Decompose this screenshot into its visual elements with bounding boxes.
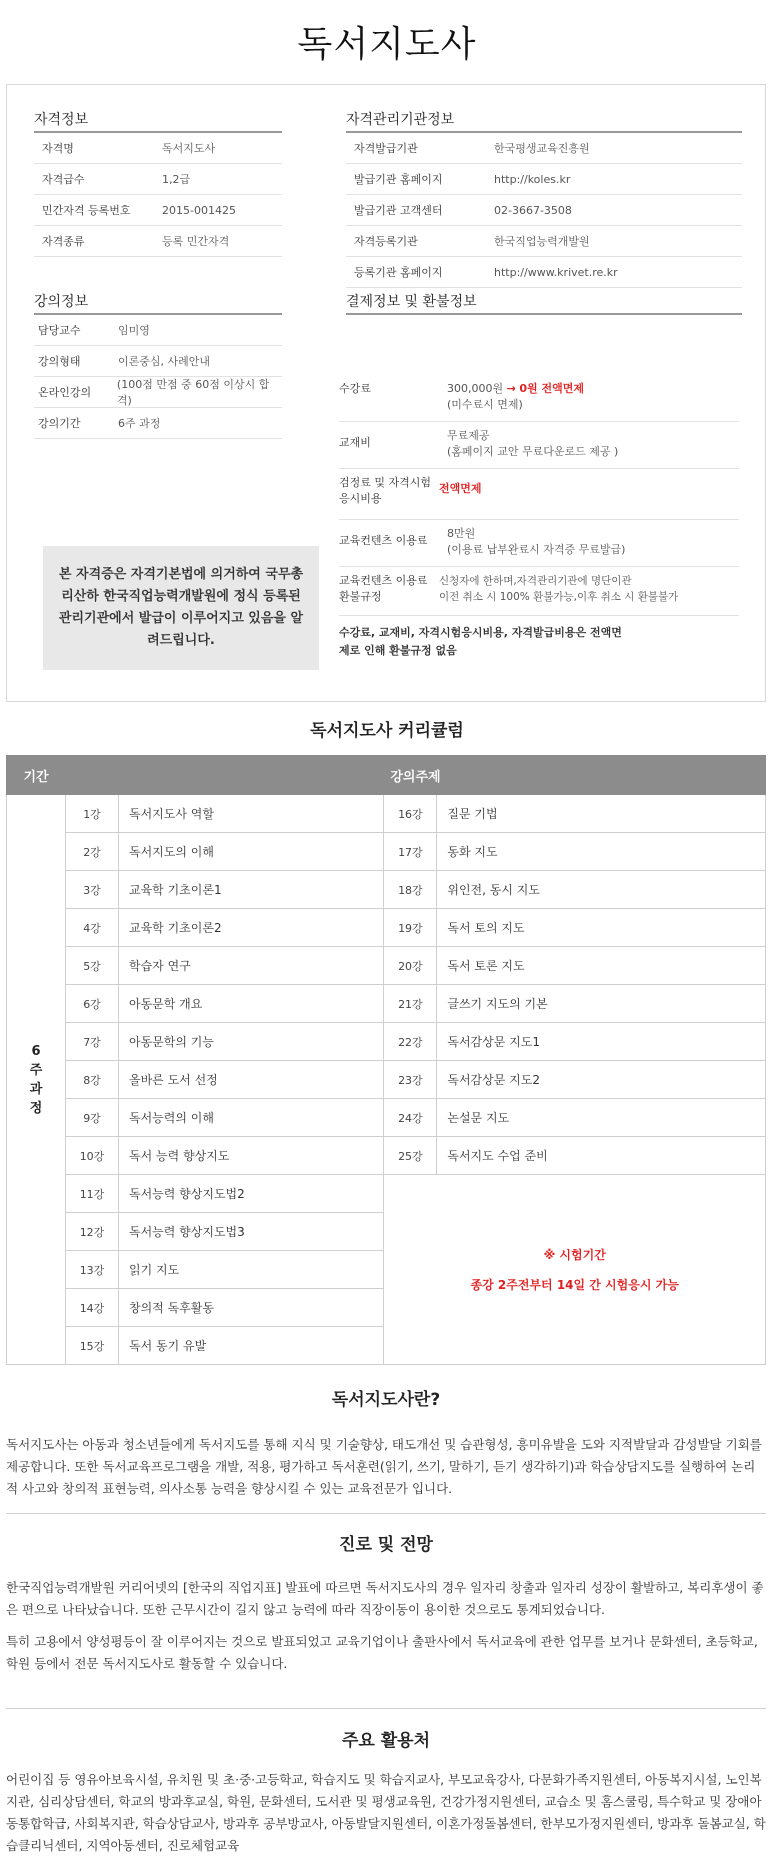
lecture-number: 3강 — [66, 871, 119, 909]
table-row — [34, 377, 282, 408]
row-key: 교육컨텐츠 이용료 — [339, 534, 428, 547]
lecture-topic: 글쓰기 지도의 기본 — [437, 985, 766, 1023]
payment-table — [339, 375, 739, 660]
lecture-topic: 교육학 기초이론2 — [119, 909, 384, 947]
table-row — [346, 133, 742, 164]
lecture-number: 4강 — [66, 909, 119, 947]
table-row — [339, 422, 739, 469]
lecture-topic: 독서지도 수업 준비 — [437, 1137, 766, 1175]
career-section — [6, 1530, 766, 1675]
table-row — [7, 795, 766, 833]
lecture-number: 6강 — [66, 985, 119, 1023]
lecture-topic: 독서지도의 이해 — [119, 833, 384, 871]
table-row — [7, 1137, 766, 1175]
lecture-topic: 독서 토의 지도 — [437, 909, 766, 947]
row-key: 자격급수 — [42, 173, 85, 186]
table-row — [339, 567, 739, 616]
row-key: 민간자격 등록번호 — [42, 204, 131, 217]
curriculum-table — [6, 755, 766, 1365]
lecture-topic: 학습자 연구 — [119, 947, 384, 985]
divider — [6, 1708, 766, 1709]
row-key: 강의형태 — [38, 355, 81, 368]
lecture-number: 13강 — [66, 1251, 119, 1289]
lecture-number: 16강 — [384, 795, 437, 833]
lecture-topic: 아동문학의 기능 — [119, 1023, 384, 1061]
divider — [6, 1513, 766, 1514]
lecture-topic: 올바른 도서 선정 — [119, 1061, 384, 1099]
row-value: (100점 만점 중 60점 이상시 합격) — [116, 378, 270, 407]
arrow-icon: → — [506, 382, 516, 395]
row-value: 등록 민간자격 — [162, 235, 230, 248]
payment-note: 수강료, 교재비, 자격시험응시비용, 자격발급비용은 전액면제로 인해 환불규정 없음 — [339, 626, 622, 657]
table-row — [34, 408, 282, 439]
lecture-number: 5강 — [66, 947, 119, 985]
row-value — [447, 428, 618, 462]
lecture-topic: 교육학 기초이론1 — [119, 871, 384, 909]
agency-info-heading: 자격관리기관정보 — [346, 112, 455, 128]
row-key: 검정료 및 자격시험 응시비용 — [339, 476, 432, 505]
table-row — [7, 1061, 766, 1099]
usage-text: 어린이집 등 영유아보육시설, 유치원 및 초·중·고등학교, 학습지도 및 학습지교사, 부모교육강사, 다문화가족지원센터, 아동복지시설, 노인복지관, 심리상담센터, 학교의 방과후교실, 학원, 문화센터, 도서관 및 평생교육원, 건강가정지원센터, 교습소 및 홈스쿨링, 특수학교 및 장애아동통합학급, 사회복지관, 학습상담교사, 방과후 공부방교사, 아동발달지원센터, 이혼가정돌봄센터, 한부모가정지원센터, 방과후 돌봄교실, 학습클리닉센터, 지역아동센터, 진로체험교육 — [6, 1772, 766, 1853]
table-row — [34, 315, 282, 346]
exam-line-2: 종강 2주전부터 14일 간 시험응시 가능 — [470, 1277, 679, 1292]
tuition-sub: (미수료시 면제) — [447, 398, 523, 411]
exam-line-1: ※ 시험기간 — [543, 1247, 606, 1262]
row-value: 이론중심, 사례안내 — [118, 355, 211, 368]
usage-title: 주요 활용처 — [341, 1731, 431, 1751]
lecture-info-table — [34, 315, 282, 439]
row-key: 교육컨텐츠 이용료 환불규정 — [339, 574, 428, 603]
lecture-number: 25강 — [384, 1137, 437, 1175]
lecture-topic: 독서능력 향상지도법2 — [119, 1175, 384, 1213]
row-key: 자격발급기관 — [354, 142, 418, 155]
table-header — [7, 756, 766, 795]
table-row — [7, 1023, 766, 1061]
lecture-topic: 독서 동기 유발 — [119, 1327, 384, 1365]
material-sub: (홈페이지 교안 무료다운로드 제공 ) — [447, 445, 619, 458]
row-key: 자격명 — [42, 142, 74, 155]
row-value — [439, 475, 482, 513]
lecture-number: 22강 — [384, 1023, 437, 1061]
qual-info-heading: 자격정보 — [34, 112, 89, 128]
lecture-number: 2강 — [66, 833, 119, 871]
lecture-number: 7강 — [66, 1023, 119, 1061]
career-text-2: 특히 고용에서 양성평등이 잘 이루어지는 것으로 발표되었고 교육기업이나 출판사에서 독서교육에 관한 업무를 보거나 문화센터, 초등학교, 학원 등에서 전문 독서지도사로 활동할 수 있습니다. — [6, 1634, 758, 1671]
notice-text: 본 자격증은 자격기본법에 의거하여 국무총리산하 한국직업능력개발원에 정식 등록된 관리기관에서 발급이 이루어지고 있음을 알려드립니다. — [58, 567, 304, 648]
material-value: 무료제공 — [447, 429, 490, 442]
lecture-topic: 동화 지도 — [437, 833, 766, 871]
homepage-link[interactable]: http://koles.kr — [494, 172, 571, 186]
lecture-topic: 독서 능력 향상지도 — [119, 1137, 384, 1175]
col-period: 기간 — [7, 756, 66, 795]
period-cell — [7, 795, 66, 1365]
lecture-topic: 아동문학 개요 — [119, 985, 384, 1023]
lecture-number: 21강 — [384, 985, 437, 1023]
table-row — [7, 947, 766, 985]
payment-heading: 결제정보 및 환불정보 — [346, 294, 477, 310]
table-row — [7, 1175, 766, 1213]
about-text: 독서지도사는 아동과 청소년들에게 독서지도를 통해 지식 및 기술향상, 태도개선 및 습관형성, 흥미유발을 도와 지적발달과 감성발달 기회를 제공합니다. 또한 독서교육프로그램을 개발, 적용, 평가하고 독서훈련(읽기, 쓰기, 말하기, 듣기 생각하기)과 학습상담지도를 실행하여 논리적 사고와 창의적 표현능력, 의사소통 능력을 향상시킬 수 있는 교육전문가 입니다. — [6, 1437, 762, 1496]
row-key: 자격등록기관 — [354, 235, 418, 248]
tuition-free: 0원 전액면제 — [519, 382, 584, 395]
row-key: 강의기간 — [38, 417, 81, 430]
qual-info-table — [34, 133, 282, 257]
row-value: 6주 과정 — [118, 417, 161, 430]
table-row — [339, 469, 739, 520]
table-row — [339, 375, 739, 422]
homepage-link[interactable]: http://www.krivet.re.kr — [494, 265, 618, 279]
lecture-number: 9강 — [66, 1099, 119, 1137]
row-value: 1,2급 — [162, 173, 191, 186]
table-row — [34, 195, 282, 226]
lecture-number: 24강 — [384, 1099, 437, 1137]
lecture-number: 12강 — [66, 1213, 119, 1251]
usage-section — [6, 1726, 766, 1857]
lecture-number: 10강 — [66, 1137, 119, 1175]
table-row — [346, 164, 742, 195]
career-text-1: 한국직업능력개발원 커리어넷의 [한국의 직업지표] 발표에 따르면 독서지도사의 경우 일자리 창출과 일자리 성장이 활발하고, 복리후생이 좋은 편으로 나타났습니다. 또한 근무시간이 길지 않고 능력에 따라 직장이동이 용이한 것으로도 통계되었습니다. — [6, 1580, 764, 1617]
tuition-price: 300,000원 — [447, 382, 504, 395]
table-row — [339, 520, 739, 567]
row-value — [447, 526, 625, 560]
lecture-number: 18강 — [384, 871, 437, 909]
period-text: 6주 과정 — [29, 1043, 43, 1116]
lecture-topic: 논설문 지도 — [437, 1099, 766, 1137]
lecture-topic: 독서감상문 지도2 — [437, 1061, 766, 1099]
content-sub: (이용료 납부완료시 자격증 무료발급) — [447, 543, 626, 556]
table-row — [7, 985, 766, 1023]
lecture-topic: 독서감상문 지도1 — [437, 1023, 766, 1061]
agency-info-table — [346, 133, 742, 288]
lecture-number: 20강 — [384, 947, 437, 985]
career-title: 진로 및 전망 — [339, 1535, 433, 1555]
about-section — [6, 1385, 766, 1500]
lecture-info-heading: 강의정보 — [34, 294, 89, 310]
lecture-number: 1강 — [66, 795, 119, 833]
row-key: 등록기관 홈페이지 — [354, 266, 443, 279]
table-row — [34, 226, 282, 257]
divider — [346, 313, 742, 315]
table-row — [346, 257, 742, 288]
table-row — [7, 833, 766, 871]
row-key: 담당교수 — [38, 324, 81, 337]
row-value — [439, 573, 678, 609]
row-value: 2015-001425 — [162, 203, 236, 217]
lecture-topic: 독서 토론 지도 — [437, 947, 766, 985]
col-topic: 강의주제 — [66, 756, 766, 795]
row-value: 임미영 — [118, 324, 150, 337]
about-title: 독서지도사란? — [331, 1390, 441, 1410]
table-row — [346, 195, 742, 226]
table-row — [34, 346, 282, 377]
content-value: 8만원 — [447, 527, 476, 540]
row-key: 발급기관 홈페이지 — [354, 173, 443, 186]
lecture-topic: 독서능력의 이해 — [119, 1099, 384, 1137]
row-key: 수강료 — [339, 382, 371, 395]
exam-free: 전액면제 — [439, 482, 482, 495]
table-row — [346, 226, 742, 257]
table-row — [34, 133, 282, 164]
table-row — [7, 1099, 766, 1137]
lecture-number: 23강 — [384, 1061, 437, 1099]
refund-sub: 이전 취소 시 100% 환불가능,이후 취소 시 환불불가 — [439, 591, 679, 603]
lecture-number: 8강 — [66, 1061, 119, 1099]
lecture-topic: 독서지도사 역할 — [119, 795, 384, 833]
lecture-number: 17강 — [384, 833, 437, 871]
row-key: 발급기관 고객센터 — [354, 204, 443, 217]
row-key: 온라인강의 — [38, 386, 92, 399]
row-value: 02-3667-3508 — [494, 203, 572, 217]
notice-box — [43, 546, 319, 670]
row-key: 자격종류 — [42, 235, 85, 248]
lecture-topic: 위인전, 동시 지도 — [437, 871, 766, 909]
page-title: 독서지도사 — [297, 24, 477, 65]
lecture-topic: 창의적 독후활동 — [119, 1289, 384, 1327]
row-value: 한국직업능력개발원 — [494, 235, 590, 248]
row-value — [447, 381, 584, 415]
table-row — [7, 909, 766, 947]
refund-value: 신청자에 한하며,자격관리기관에 명단이관 — [439, 575, 632, 587]
lecture-topic: 질문 기법 — [437, 795, 766, 833]
lecture-number: 19강 — [384, 909, 437, 947]
lecture-topic: 읽기 지도 — [119, 1251, 384, 1289]
lecture-number: 11강 — [66, 1175, 119, 1213]
row-key: 교재비 — [339, 436, 371, 449]
curriculum-title: 독서지도사 커리큘럼 — [310, 721, 464, 741]
lecture-number: 15강 — [66, 1327, 119, 1365]
row-value: 한국평생교육진흥원 — [494, 142, 590, 155]
table-row — [34, 164, 282, 195]
row-value: 독서지도사 — [162, 142, 216, 155]
exam-period-cell — [384, 1175, 766, 1365]
lecture-topic: 독서능력 향상지도법3 — [119, 1213, 384, 1251]
lecture-number: 14강 — [66, 1289, 119, 1327]
table-row — [7, 871, 766, 909]
